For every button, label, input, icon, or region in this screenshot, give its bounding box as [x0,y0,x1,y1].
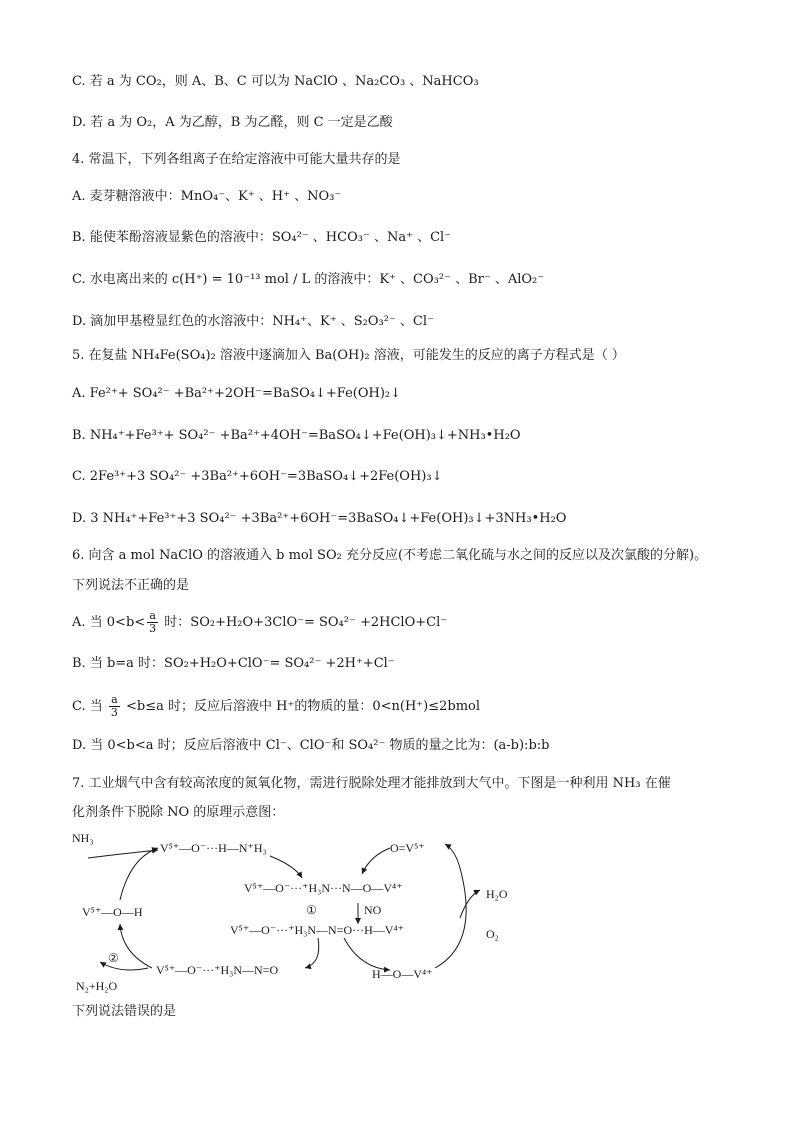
q6-option-c-post: <b≤a 时；反应后溶液中 H⁺的物质的量：0<n(H⁺)≤2bmol [121,699,481,714]
center-species: V⁵⁺—O⁻···⁺H₃N—N=O···H—V⁴⁺ [230,923,404,937]
q4-option-a: A. 麦芽糖溶液中：MnO₄⁻、K⁺ 、H⁺ 、NO₃⁻ [72,189,342,204]
q5-option-b: B. NH₄⁺+Fe³⁺+ SO₄²⁻ +Ba²⁺+4OH⁻=BaSO₄↓+Fe(OH)₃↓+NH₃•H₂O [72,428,521,443]
no-label: NO [364,903,382,917]
reaction-mechanism-diagram [60,828,540,1003]
n2-h2o-label: N₂+H₂O [76,979,118,993]
q7-stem-line1: 7. 工业烟气中含有较高浓度的氮氧化物，需进行脱除处理才能排放到大气中。下图是一种利用 NH₃ 在催 [72,776,671,791]
q4-option-b: B. 能使苯酚溶液显紫色的溶液中：SO₄²⁻ 、HCO₃⁻ 、Na⁺ 、Cl⁻ [72,230,452,245]
step2-label: ② [108,951,119,965]
q3-option-c: C. 若 a 为 CO₂，则 A、B、C 可以为 NaClO 、Na₂CO₃ 、NaHCO₃ [72,74,479,89]
q6-option-c [72,694,480,719]
q4-stem: 4. 常温下，下列各组离子在给定溶液中可能大量共存的是 [72,152,401,167]
q6-option-d: D. 当 0<b<a 时；反应后溶液中 Cl⁻、ClO⁻和 SO₄²⁻ 物质的量之比为：(a-b):b:b [72,738,550,753]
ov-to-mid-arrow [362,848,390,874]
q5-option-a: A. Fe²⁺+ SO₄²⁻ +Ba²⁺+2OH⁻=BaSO₄↓+Fe(OH)₂↓ [72,386,402,401]
q4-option-d: D. 滴加甲基橙显红色的水溶液中：NH₄⁺、K⁺ 、S₂O₃²⁻ 、Cl⁻ [72,314,434,329]
q6-option-a-post: 时：SO₂+H₂O+3ClO⁻= SO₄²⁻ +2HClO+Cl⁻ [160,615,448,630]
bottom-species: V⁵⁺—O⁻···⁺H₃N—N=O [156,963,279,977]
right-cycle-arrow [435,844,466,968]
h2o-out-arrow [460,890,480,918]
nh3-label: NH₃ [72,831,94,845]
q5-option-d: D. 3 NH₄⁺+Fe³⁺+3 SO₄²⁻ +3Ba²⁺+6OH⁻=3BaSO₄↓+Fe(OH)₃↓+3NH₃•H₂O [72,511,567,526]
bottom-to-left-arrow [120,924,152,968]
q6-option-b: B. 当 b=a 时：SO₂+H₂O+ClO⁻= SO₄²⁻ +2H⁺+Cl⁻ [72,656,395,671]
q5-stem: 5. 在复盐 NH₄Fe(SO₄)₂ 溶液中逐滴加入 Ba(OH)₂ 溶液，可能发生的反应的离子方程式是（ ） [72,348,625,363]
nh3-in-arrow [88,850,158,858]
fraction-denominator: 3 [110,706,118,719]
left-cycle-arrow-up [120,848,158,900]
fraction-numerator: a [109,694,120,707]
ov-species: O=V⁵⁺ [390,841,425,855]
fraction-denominator: 3 [149,622,157,635]
h2o-label: H₂O [486,887,508,901]
q6-option-c-pre: C. 当 [72,699,107,714]
q6-option-a [72,610,447,635]
q5-option-c: C. 2Fe³⁺+3 SO₄²⁻ +3Ba²⁺+6OH⁻=3BaSO₄↓+2Fe(OH)₃↓ [72,469,443,484]
q3-option-d: D. 若 a 为 O₂，A 为乙醇，B 为乙醛，则 C 一定是乙酸 [72,115,393,130]
q6-stem-line1: 6. 向含 a mol NaClO 的溶液通入 b mol SO₂ 充分反应(不考虑二氧化硫与水之间的反应以及次氯酸的分解)。 [72,548,708,563]
step1-label: ① [306,903,317,917]
q7-after-diagram: 下列说法错误的是 [72,1004,177,1019]
top-species: V⁵⁺—O⁻···H—N⁺H₃ [160,841,267,855]
left-species: V⁵⁺—O—H [82,905,143,919]
center-to-bottom-arrow [305,938,319,968]
fraction [147,610,158,635]
fraction-numerator: a [147,610,158,623]
o2-label: O₂ [486,927,499,941]
q4-option-c: C. 水电离出来的 c(H⁺) = 10⁻¹³ mol / L 的溶液中：K⁺ 、CO₃²⁻ 、Br⁻ 、AlO₂⁻ [72,272,545,287]
center-to-hov-arrow [344,938,390,970]
q6-stem-line2: 下列说法不正确的是 [72,578,190,593]
hov-species: H—O—V⁴⁺ [372,967,433,981]
q7-stem-line2: 化剂条件下脱除 NO 的原理示意图： [72,805,285,820]
top-to-mid-arrow [270,856,302,878]
fraction [109,694,120,719]
mid-species: V⁵⁺—O⁻···⁺H₃N···N—O—V⁴⁺ [244,881,403,895]
q6-option-a-pre: A. 当 0<b< [72,615,146,630]
